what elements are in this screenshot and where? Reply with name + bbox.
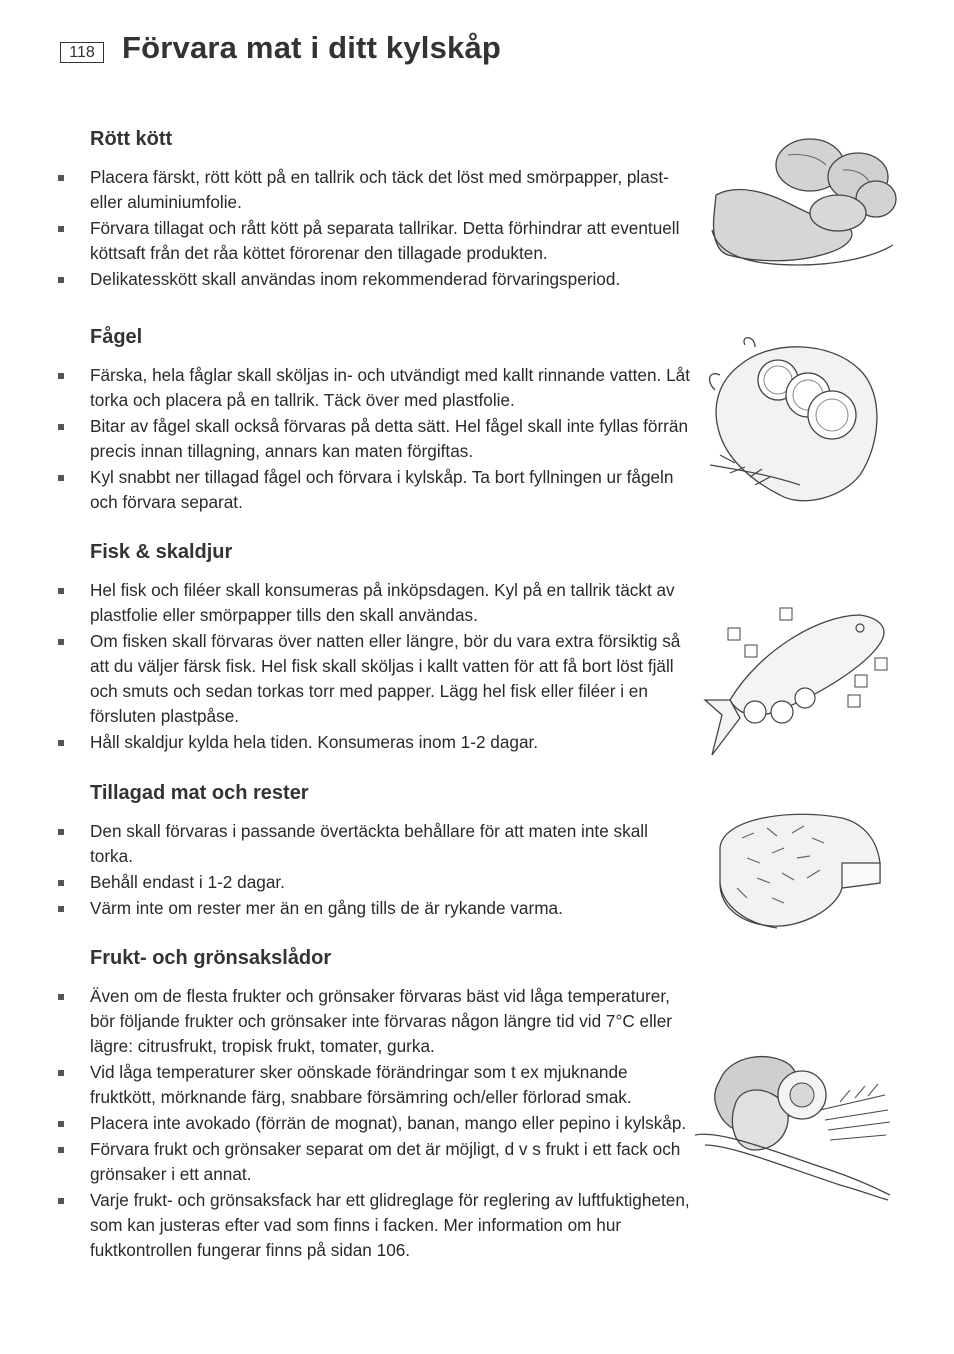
bullet-icon [58, 175, 64, 181]
list-item: Vid låga temperaturer sker oönskade förändringar som t ex mjuknande fruktkött, mörknande färg, snabbare försämring och/eller förlorad smak. [0, 1060, 690, 1110]
bullet-icon [58, 1147, 64, 1153]
list-item: Den skall förvaras i passande övertäckta behållare för att maten inte skall torka. [0, 819, 690, 869]
bullet-icon [58, 588, 64, 594]
list-item: Placera färskt, rött kött på en tallrik och täck det löst med smörpapper, plast- eller aluminiumfolie. [0, 165, 690, 215]
pie-illustration [712, 808, 884, 936]
bullet-icon [58, 639, 64, 645]
poultry-illustration [700, 335, 890, 515]
page-number: 118 [60, 42, 104, 63]
list-item: Bitar av fågel skall också förvaras på detta sätt. Hel fågel skall inte fyllas förrän precis innan tillagning, annars kan maten förgiftas. [0, 414, 690, 464]
bullet-icon [58, 226, 64, 232]
list-item: Färska, hela fåglar skall sköljas in- och utvändigt med kallt rinnande vatten. Låt torka och placera på en tallrik. Täck över med plastfolie. [0, 363, 690, 413]
section-heading: Tillagad mat och rester [90, 782, 309, 804]
section-heading: Frukt- och grönsakslådor [90, 947, 332, 969]
bullet-icon [58, 277, 64, 283]
fish-illustration [700, 600, 895, 760]
bullet-icon [58, 373, 64, 379]
bullet-icon [58, 475, 64, 481]
bullet-icon [58, 994, 64, 1000]
page-title: Förvara mat i ditt kylskåp [122, 30, 502, 65]
list-item: Hel fisk och filéer skall konsumeras på inköpsdagen. Kyl på en tallrik täckt av plastfolie eller smörpapper tills den skall användas. [0, 578, 690, 628]
meat-illustration [708, 135, 898, 270]
list-item: Om fisken skall förvaras över natten eller längre, bör du vara extra försiktig så att du väljer färsk fisk. Hel fisk skall sköljas i kallt vatten för att få bort löst fjäll och smuts och sedan torkas torr med papper. Lägg hel fisk eller filéer i en försluten plastpåse. [0, 629, 690, 729]
list-item: Kyl snabbt ner tillagad fågel och förvara i kylskåp. Ta bort fyllningen ur fågeln och förvara separat. [0, 465, 690, 515]
list-item: Delikatesskött skall användas inom rekommenderad förvaringsperiod. [0, 267, 690, 292]
section-heading: Rött kött [90, 128, 173, 150]
vegetables-illustration [690, 1050, 895, 1205]
bullet-icon [58, 1121, 64, 1127]
list-item: Värm inte om rester mer än en gång tills de är rykande varma. [0, 896, 690, 921]
list-item: Även om de flesta frukter och grönsaker förvaras bäst vid låga temperaturer, bör följande frukter och grönsaker inte förvaras någon längre tid vid 7°C eller lägre: citrusfrukt, tropisk frukt, tomater, gurka. [0, 984, 690, 1059]
list-item: Förvara frukt och grönsaker separat om det är möjligt, d v s frukt i ett fack och grönsaker i ett annat. [0, 1137, 690, 1187]
section-heading: Fågel [90, 326, 143, 348]
bullet-icon [58, 424, 64, 430]
list-item: Behåll endast i 1-2 dagar. [0, 870, 690, 895]
bullet-icon [58, 880, 64, 886]
bullet-icon [58, 906, 64, 912]
list-item: Håll skaldjur kylda hela tiden. Konsumeras inom 1-2 dagar. [0, 730, 690, 755]
section-heading: Fisk & skaldjur [90, 541, 233, 563]
list-item: Varje frukt- och grönsaksfack har ett glidreglage för reglering av luftfuktigheten, som kan justeras efter vad som finns i facken. Mer information om hur fuktkontrollen fungerar finns på sidan 106. [0, 1188, 690, 1263]
list-item: Förvara tillagat och rått kött på separata tallrikar. Detta förhindrar att eventuell köttsaft från det råa köttet förorenar den tillagade produkten. [0, 216, 690, 266]
bullet-icon [58, 1198, 64, 1204]
list-item: Placera inte avokado (förrän de mognat), banan, mango eller pepino i kylskåp. [0, 1111, 690, 1136]
bullet-icon [58, 1070, 64, 1076]
bullet-icon [58, 829, 64, 835]
bullet-icon [58, 740, 64, 746]
